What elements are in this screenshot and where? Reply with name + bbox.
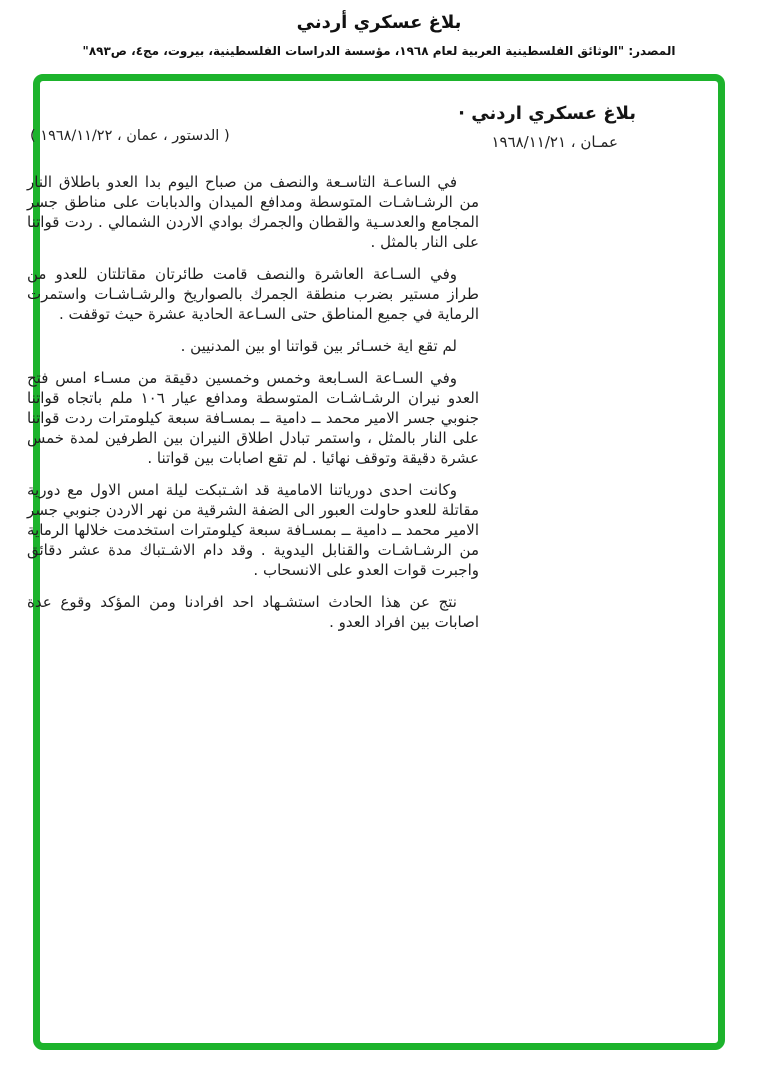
page-title: بلاغ عسكري أردني — [296, 12, 462, 33]
body-paragraph: لم تقع اية خسـائر بين قواتنا او بين المدنيين . — [180, 337, 457, 355]
source-citation-line: المصدر: "الوثائق الفلسطينية العربية لعام ١٩٦٨، مؤسسة الدراسات الفلسطينية، بيروت، مج٤، ص٨٩٣" — [82, 44, 676, 58]
communique-dateline: عمـان ، ١٩٦٨/١١/٢١ — [491, 133, 618, 151]
newspaper-citation: ( الدستور ، عمان ، ١٩٦٨/١١/٢٢ ) — [30, 128, 230, 144]
body-paragraph: وفي السـاعة العاشرة والنصف قامت طائرتان مقاتلتان للعدو من طراز مستير بضرب منطقة الجمرك بالصواريخ والرشـاشـات واستمرت الرماية في جميع المناطق حتى السـاعة الحادية عشرة حيث توقفت . — [27, 265, 479, 323]
body-paragraph: نتج عن هذا الحادث استشـهاد احد افرادنا ومن المؤكد وقوع عدة اصابات بين افراد العدو . — [27, 593, 479, 631]
body-paragraph: وكانت احدى دورياتنا الامامية قد اشـتبكت ليلة امس الاول مع دورية مقاتلة للعدو حاولت العبور الى الضفة الشرقية من نهر الاردن جنوبي جسر الامير محمد ــ دامية ــ بمسـافة سبعة كيلومترات استخدمت خلالها الرماية من الرشـاشـات والقنابل اليدوية . وقد دام الاشـتباك مدة عشر دقائق واجبرت قوات العدو على الانسحاب . — [27, 481, 479, 579]
body-paragraph: في الساعـة التاسـعة والنصف من صباح اليوم بدا العدو باطلاق النار من الرشـاشـات المتوسطة ومدافع الميدان والدبابات على مناطق جسر المجامع والعدسـية والقطان والجمرك بوادي الاردن الشمالي . ردت قواتنا على النار بالمثل . — [27, 173, 479, 251]
communique-title: بلاغ عسكري اردني · — [458, 103, 636, 124]
communique-body — [27, 172, 479, 644]
body-paragraph: وفي السـاعة السـابعة وخمس وخمسين دقيقة من مسـاء امس فتح العدو نيران الرشـاشـات المتوسطة ومدافع عيار ١٠٦ ملم باتجاه قواتنا جنوبي جسر الامير محمد ــ دامية ــ بمسـافة سبعة كيلومترات ردت قواتنا على النار بالمثل ، واستمر تبادل اطلاق النيران بين الطرفين لمدة خمس عشرة دقيقة وتوقف نهائيا . لم تقع اصابات بين قواتنا . — [27, 369, 479, 467]
